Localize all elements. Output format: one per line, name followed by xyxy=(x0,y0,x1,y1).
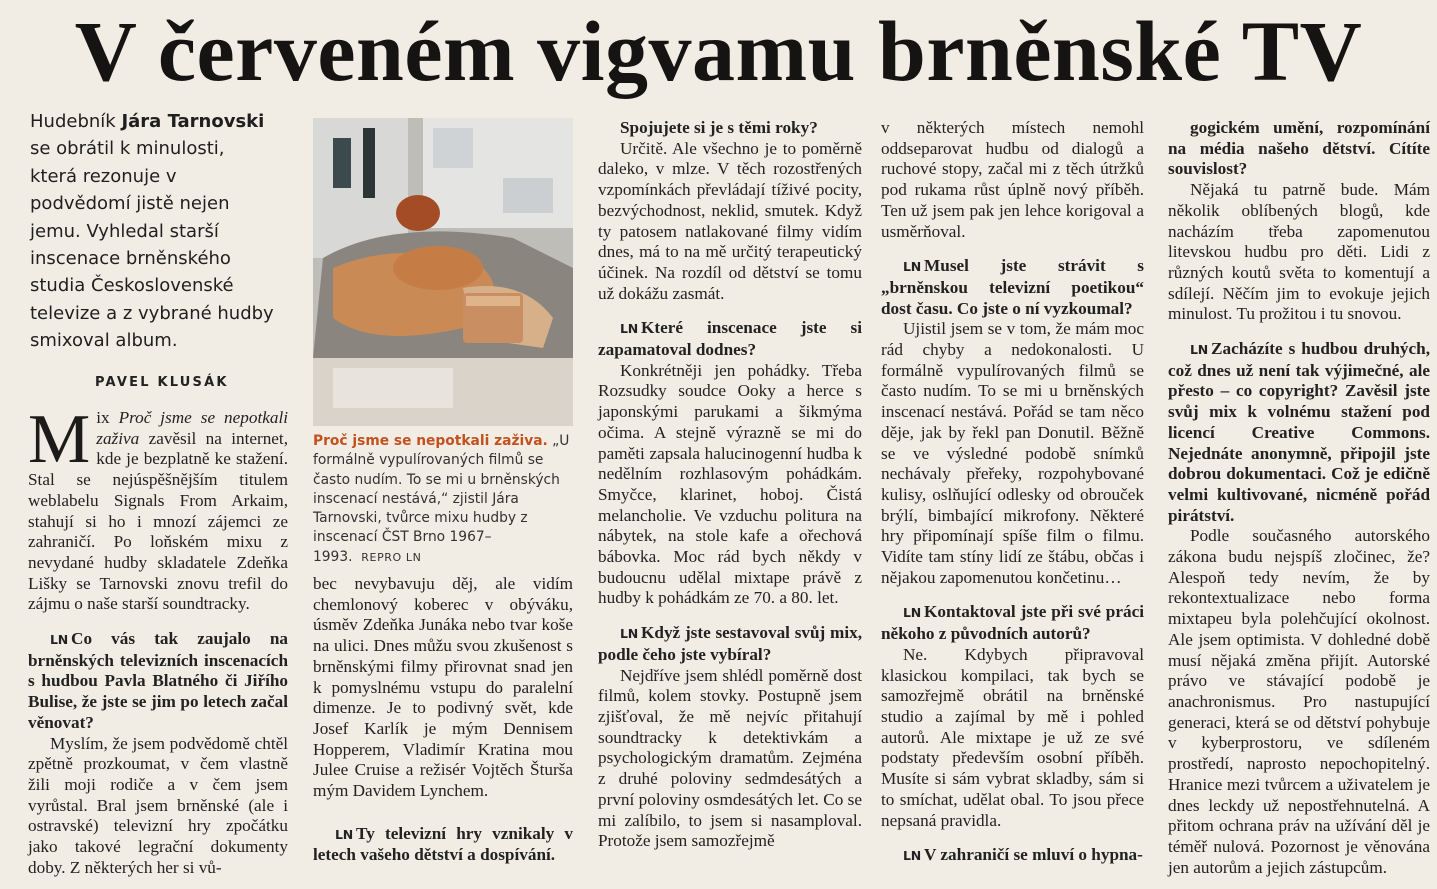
answer-2: Určitě. Ale všechno je to poměrně daleko, v mlze. V těch rozostřených vzpomínkách převládají tíživé pocity, bezvýchodnost, neklid, smutek. Když ty patosem natlakované filmy vidím dnes, má to na mě určitý terapeutický účinek. Na rozdíl od dětství se tomu už dokážu zasmát. xyxy=(598,138,862,303)
question-2-continued: Spojujete si je s těmi roky? xyxy=(620,118,818,137)
ln-tag: LN xyxy=(903,605,922,621)
question-2: LN Ty televizní hry vznikaly v letech vašeho dětství a dospívání. xyxy=(313,823,573,865)
ln-tag: LN xyxy=(620,626,639,642)
question-5: LN Musel jste strávit s „brněnskou televizní poetikou“ dost času. Co jste o ní vyzkoumal? xyxy=(881,256,1144,318)
byline: PAVEL KLUSÁK xyxy=(95,375,229,390)
question-3: LN Které inscenace jste si zapamatoval dodnes? xyxy=(598,318,862,360)
lead-text-start: Hudebník xyxy=(30,111,122,132)
lead-text-end: se obrátil k minulosti, která rezonuje v podvědomí jistě nejen jemu. Vyhledal starší inscenace brněnského studia Československé televize a z vybrané hudby smixoval album. xyxy=(30,138,274,352)
answer-6: Ne. Kdybych připravoval klasickou kompilaci, tak bych se samozřejmě obrátil na brněnské studio a zajímal by mě i pohled autorů. Ale mixtape je už ze své podstaty především osobní příběh. Musíte si sám vybrat skladby, sám si to smíchat, udělat obal. To jsou přece nepsaná pravidla. xyxy=(881,644,1144,830)
ln-tag: LN xyxy=(903,259,922,275)
answer-4: Nejdříve jsem shlédl poměrně dost filmů, kolem stovky. Postupně jsem zjišťoval, že mě nejvíc přitahují soundtracky k detektivkám a psychologickým dramatům. Zejména z druhé poloviny sedmdesátých a první poloviny osmdesátých let. Co se mi zalíbilo, to jsem si nasamploval. Protože jsem samozřejmě xyxy=(598,665,862,851)
question-6: LN Kontaktoval jste při své práci někoho z původních autorů? xyxy=(881,602,1144,644)
ln-tag: LN xyxy=(620,321,639,337)
question-1: LN Co vás tak zaujalo na brněnských televizních inscenacích s hudbou Pavla Blatného či Jiřího Bulise, že jste se jim po letech začal věnovat? xyxy=(28,629,288,732)
photo-caption xyxy=(313,432,575,567)
column-5 xyxy=(1168,118,1430,878)
caption-text: „U formálně vypulírovaných filmů se často nudím. To se mi u brněnských inscenací nestává,“ zjistil Jára Tarnovski, tvůrce mixu hudby z inscenací ČST Brno 1967–1993. xyxy=(313,433,570,565)
article-headline: V červeném vigvamu brněnské TV xyxy=(74,3,1363,99)
ln-tag: LN xyxy=(903,848,922,864)
answer-3: Konkrétněji jen pohádky. Třeba Rozsudky soudce Ooky a herce s japonskými parukami a šikmýma očima. A stejně výrazně se mi do paměti zapsala halucinogenní hudba k nedělním rozhlasovým pohádkám. Smyčce, klarinet, hoboj. Čistá melancholie. Ve vzduchu politura na nábytek, na stole kafe a ořechová bábovka. Moc rád bych někdy v budoucnu udělal mixtape právě z hudby k pohádkám ze 70. a 80. let. xyxy=(598,360,862,608)
column-1 xyxy=(28,401,288,878)
article-lead xyxy=(30,108,275,355)
answer-8: Podle současného autorského zákona budu nejspíš zločinec, že? Alespoň tedy nevím, že by rekontextualizace nebo forma mixtapeu byla polehčující okolnost. Ale jsem optimista. V dohledné době musí nějaká změna přijít. Autorské právo ve stávající podobě je anachronismus. Pro nastupující generaci, která se od dětství pohybuje v kyberprostoru, ve sdíleném prostředí, naprosto nepochopitelný. Hranice mezi tvůrcem a uživatelem je dnes leckdy už nepostřehnutelná. A přitom ochrana práv na užívání děl je téměř nulová. Pozornost je věnována jen autorům a jejich zástupcům. xyxy=(1168,526,1430,877)
column-2 xyxy=(313,574,573,866)
ln-tag: LN xyxy=(335,826,354,842)
intro-paragraph: Mix Proč jsme se nepotkali zaživa zavěsil na internet, kde je bezplatně ke stažení. Stal se nejúspěšnějším titulem weblabelu Signals From Arkaim, stahují si ho i mnozí zájemci ze zahraničí. Po loňském mixu z nevydané hudby skladatele Zdeňka Lišky se Tarnovski znovu trefil do zájmu o naše starší soundtracky. xyxy=(28,401,288,614)
answer-1: Myslím, že jsem podvědomě chtěl zpětně prozkoumat, v čem vlastně žili moji rodiče a v čem jsem vyrůstal. Bral jsem brněnské (ale i ostravské) televizní hry zpočátku jako takové legrační dokumenty doby. Z některých her si vů- xyxy=(28,733,288,877)
photo-illustration xyxy=(313,118,573,426)
caption-title: Proč jsme se nepotkali zaživa. xyxy=(313,433,548,449)
column-4 xyxy=(881,118,1144,867)
answer-7: Nějaká tu patrně bude. Mám několik oblíbených blogů, kde nacházím třeba zapomenutou litevskou hudbu pro děti. Lidi z různých koutů světa to komentují a sdílejí. Něčím jim to evokuje jejich minulost. Tu prožitou i tu snovou. xyxy=(1168,180,1430,324)
answer-4-continued: v některých místech nemohl oddseparovat hudbu od dialogů a ruchové stopy, začal mi z těch útržků pod rukama růst úplně nový příběh. Ten už jsem pak jen lehce korigoval a usměrňoval. xyxy=(881,118,1144,241)
question-4: LN Když jste sestavoval svůj mix, podle čeho jste vybíral? xyxy=(598,623,862,664)
caption-credit: REPRO LN xyxy=(361,550,422,564)
question-8: LN Zacházíte s hudbou druhých, což dnes už není tak výjimečné, ale přesto – co copyright? Zavěsil jste svůj mix k volnému stažení pod licencí Creative Commons. Nejednáte anonymně, připojil jste dobrou dokumentaci. Což je edičně velmi kultivované, nicméně pořád pirátství. xyxy=(1168,339,1430,525)
question-7-continued: gogickém umění, rozpomínání na média našeho dětství. Cítíte souvislost? xyxy=(1168,118,1430,179)
album-title: Proč jsme se nepotkali zaživa xyxy=(96,408,288,448)
answer-1-continued: bec nevybavuju děj, ale vidím chemlonový koberec v obýváku, úsměv Zdeňka Junáka nebo tvar koše na ulici. Dnes můžu svou zkušenost s brněnskými filmy přirovnat snad jen k pomyslnému vstupu do paralelní dimenze. Je to podivný svět, kde Josef Karlík je mým Dennisem Hopperem, Vladimír Kratina mou Julee Cruise a režisér Vojtěch Šturša mým Davidem Lynchem. xyxy=(313,574,573,801)
article-photo xyxy=(313,118,573,426)
answer-5: Ujistil jsem se v tom, že mám moc rád chyby a nedokonalosti. U formálně vypulírovaných filmů se často nudím. To se mi u brněnských inscenací nestává. Pořád se tam něco děje, jak by řekl pan Donutil. Běžně se ve výsledné podobě snímků nechávaly přeřeky, rozpohybované kulisy, oslňující odlesky od obrouček brýlí, bimbající mikrofony. Některé hry připomínají spíše film o filmu. Vidíte tam stíny lidí ze štábu, občas i nějakou zapomenutou končetinu… xyxy=(881,319,1144,587)
column-3 xyxy=(598,118,862,852)
ln-tag: LN xyxy=(1190,342,1209,358)
question-7: LN V zahraničí se mluví o hypna- xyxy=(903,845,1143,865)
drop-cap: M xyxy=(28,401,91,478)
ln-tag: LN xyxy=(50,632,69,648)
lead-name: Jára Tarnovski xyxy=(121,111,265,132)
